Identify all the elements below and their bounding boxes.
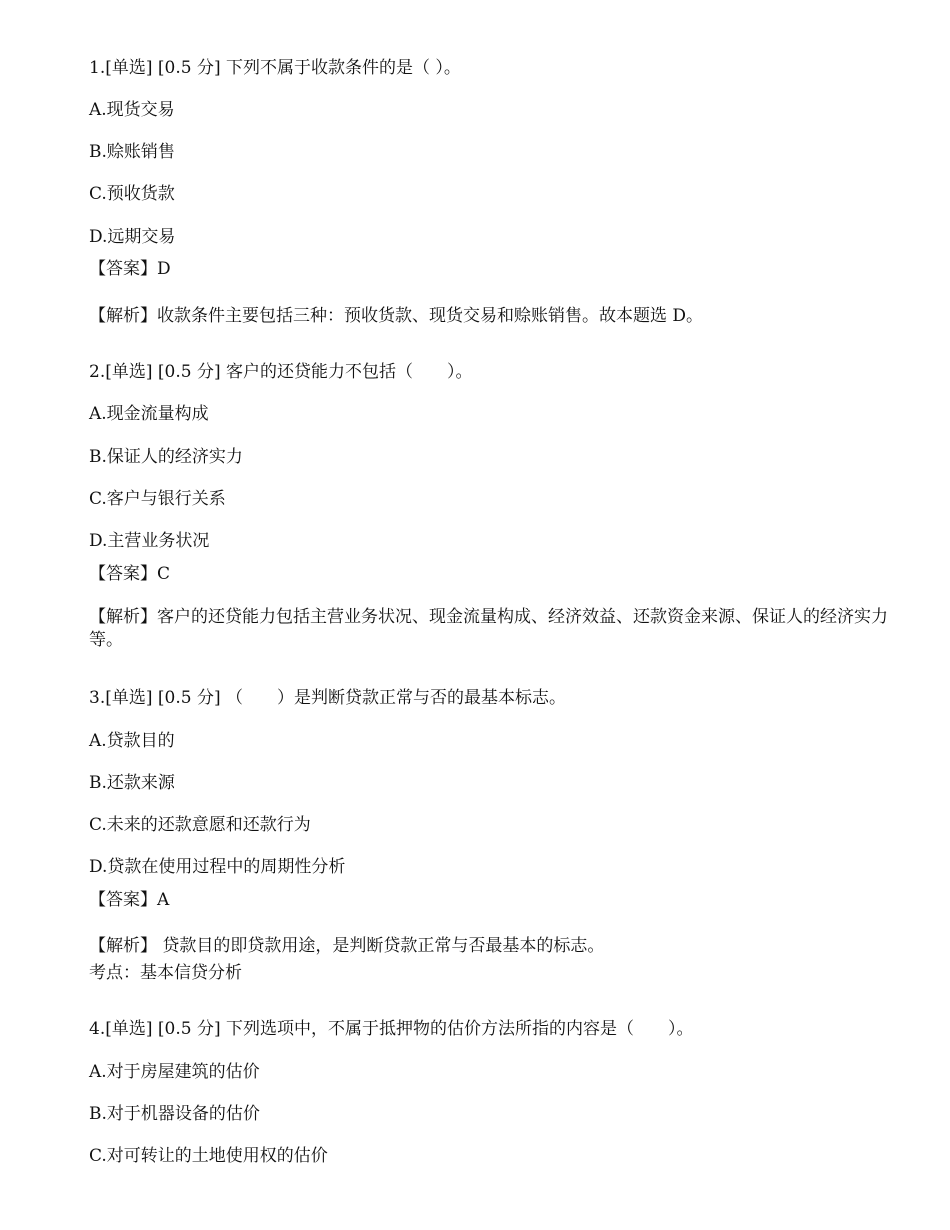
question-4-stem: 4.[单选] [0.5 分] 下列选项中，不属于抵押物的估价方法所指的内容是（ ）。 — [89, 1019, 694, 1039]
question-2-stem: 2.[单选] [0.5 分] 客户的还贷能力不包括（ ）。 — [89, 362, 473, 382]
question-1-analysis: 【解析】收款条件主要包括三种：预收货款、现货交易和赊账销售。故本题选 D。 — [89, 306, 704, 326]
question-1-option-a: A.现货交易 — [89, 100, 175, 120]
question-2-option-a: A.现金流量构成 — [89, 404, 209, 424]
question-3-note: 考点：基本信贷分析 — [89, 963, 242, 983]
question-4-option-b: B.对于机器设备的估价 — [89, 1104, 260, 1124]
question-3-option-c: C.未来的还款意愿和还款行为 — [89, 815, 311, 835]
question-1-stem: 1.[单选] [0.5 分] 下列不属于收款条件的是（ ）。 — [89, 58, 461, 78]
question-1-answer: 【答案】D — [89, 259, 171, 279]
question-2-option-c: C.客户与银行关系 — [89, 489, 226, 509]
question-2-analysis: 【解析】客户的还贷能力包括主营业务状况、现金流量构成、经济效益、还款资金来源、保证人的经济实力等。 — [89, 607, 888, 650]
question-4-option-a: A.对于房屋建筑的估价 — [89, 1062, 260, 1082]
question-2-answer: 【答案】C — [89, 564, 171, 584]
question-3-option-d: D.贷款在使用过程中的周期性分析 — [89, 857, 346, 877]
question-3-answer: 【答案】A — [89, 890, 170, 910]
question-3-analysis: 【解析】 贷款目的即贷款用途，是判断贷款正常与否最基本的标志。 — [89, 936, 605, 956]
question-3-option-a: A.贷款目的 — [89, 731, 175, 751]
question-2-option-b: B.保证人的经济实力 — [89, 447, 243, 467]
question-3-option-b: B.还款来源 — [89, 773, 175, 793]
question-2-option-d: D.主营业务状况 — [89, 531, 210, 551]
question-1-option-d: D.远期交易 — [89, 227, 176, 247]
question-3-stem: 3.[单选] [0.5 分] （ ）是判断贷款正常与否的最基本标志。 — [89, 688, 566, 708]
question-4-option-c: C.对可转让的土地使用权的估价 — [89, 1146, 328, 1166]
question-1-option-c: C.预收货款 — [89, 184, 175, 204]
question-1-option-b: B.赊账销售 — [89, 142, 175, 162]
